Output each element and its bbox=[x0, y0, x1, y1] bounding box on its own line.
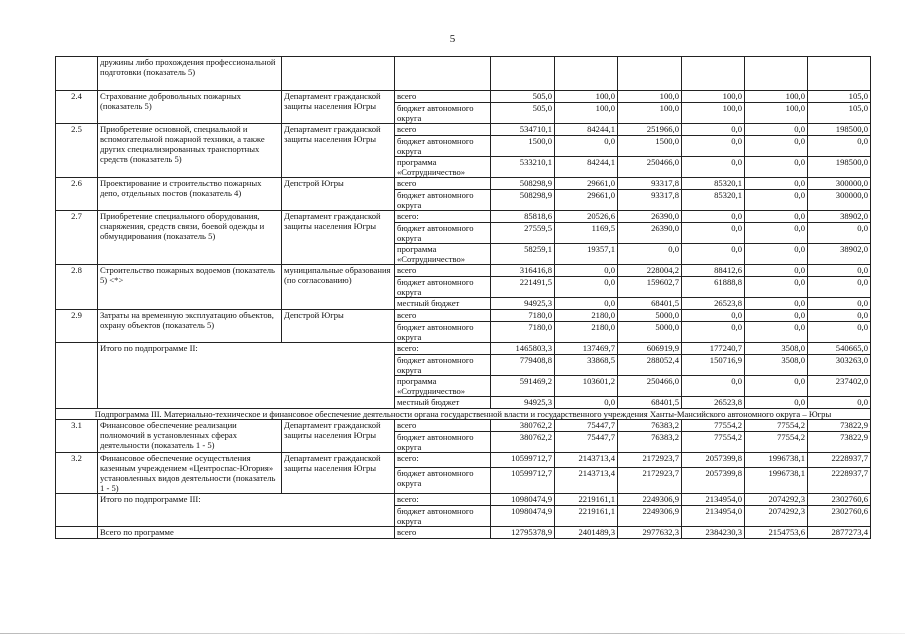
subprogram-row bbox=[56, 409, 871, 420]
source-cell: всего bbox=[395, 124, 491, 136]
row-name: Приобретение специального оборудования, снаряжения, средств связи, боевой одежды и обмундирования (показатель 5) bbox=[98, 211, 282, 265]
value-cell: 68401,5 bbox=[618, 397, 682, 409]
scan-edge-line bbox=[0, 633, 905, 634]
value-cell: 0,0 bbox=[808, 322, 871, 343]
value-cell: 68401,5 bbox=[618, 298, 682, 310]
row-number: 2.8 bbox=[56, 265, 98, 310]
value-cell: 38902,0 bbox=[808, 211, 871, 223]
value-cell: 0,0 bbox=[745, 322, 808, 343]
table-row bbox=[56, 453, 871, 468]
table-row bbox=[56, 494, 871, 506]
value-cell: 505,0 bbox=[491, 91, 555, 103]
value-cell: 2143713,4 bbox=[555, 467, 618, 493]
source-cell: местный бюджет bbox=[395, 397, 491, 409]
value-cell: 0,0 bbox=[555, 298, 618, 310]
row-name: Страхование добровольных пожарных (показатель 5) bbox=[98, 91, 282, 124]
table-row bbox=[56, 343, 871, 355]
value-cell: 0,0 bbox=[808, 277, 871, 298]
value-cell: 0,0 bbox=[745, 178, 808, 190]
row-executor: Департамент гражданской защиты населения Югры bbox=[282, 124, 395, 178]
value-cell: 100,0 bbox=[618, 103, 682, 124]
value-cell: 1996738,1 bbox=[745, 467, 808, 493]
value-cell: 85818,6 bbox=[491, 211, 555, 223]
value-cell: 0,0 bbox=[682, 244, 745, 265]
value-cell: 251966,0 bbox=[618, 124, 682, 136]
row-number: 3.1 bbox=[56, 420, 98, 453]
value-cell: 2134954,0 bbox=[682, 494, 745, 506]
source-cell: всего bbox=[395, 265, 491, 277]
value-cell: 100,0 bbox=[745, 91, 808, 103]
value-cell: 20526,6 bbox=[555, 211, 618, 223]
value-cell: 7180,0 bbox=[491, 322, 555, 343]
value-cell: 26523,8 bbox=[682, 397, 745, 409]
source-cell: всего bbox=[395, 310, 491, 322]
value-cell: 0,0 bbox=[745, 244, 808, 265]
value-cell: 505,0 bbox=[491, 103, 555, 124]
value-cell: 2180,0 bbox=[555, 322, 618, 343]
value-cell: 93317,8 bbox=[618, 190, 682, 211]
value-cell: 0,0 bbox=[745, 136, 808, 157]
row-name: Всего по программе bbox=[98, 527, 395, 539]
page-number: 5 bbox=[449, 33, 456, 45]
value-cell: 100,0 bbox=[618, 91, 682, 103]
subprogram-title: Подпрограмма III. Материально-техническое и финансовое обеспечение деятельности органа государственной власти и государственного учреждения Ханты-Мансийского автономного округа – Югры bbox=[56, 409, 871, 420]
value-cell: 76383,2 bbox=[618, 432, 682, 453]
row-name: Итого по подпрограмме III: bbox=[98, 494, 395, 527]
value-cell: 100,0 bbox=[555, 91, 618, 103]
value-cell: 26390,0 bbox=[618, 223, 682, 244]
value-cell: 2228937,7 bbox=[808, 467, 871, 493]
source-cell: местный бюджет bbox=[395, 298, 491, 310]
value-cell: 100,0 bbox=[682, 91, 745, 103]
value-cell: 93317,8 bbox=[618, 178, 682, 190]
value-cell: 1465803,3 bbox=[491, 343, 555, 355]
value-cell: 0,0 bbox=[618, 244, 682, 265]
row-number: 2.6 bbox=[56, 178, 98, 211]
empty-cell bbox=[682, 57, 745, 91]
value-cell: 0,0 bbox=[682, 136, 745, 157]
value-cell: 591469,2 bbox=[491, 376, 555, 397]
empty-cell bbox=[555, 57, 618, 91]
value-cell: 0,0 bbox=[682, 310, 745, 322]
table-body bbox=[56, 57, 871, 539]
value-cell: 2384230,3 bbox=[682, 527, 745, 539]
value-cell: 5000,0 bbox=[618, 310, 682, 322]
value-cell: 2249306,9 bbox=[618, 506, 682, 527]
value-cell: 2302760,6 bbox=[808, 506, 871, 527]
value-cell: 84244,1 bbox=[555, 157, 618, 178]
value-cell: 105,0 bbox=[808, 91, 871, 103]
value-cell: 2074292,3 bbox=[745, 494, 808, 506]
empty-cell bbox=[491, 57, 555, 91]
table-row bbox=[56, 420, 871, 432]
value-cell: 300000,0 bbox=[808, 190, 871, 211]
value-cell: 3508,0 bbox=[745, 355, 808, 376]
value-cell: 77554,2 bbox=[682, 432, 745, 453]
value-cell: 2057399,8 bbox=[682, 453, 745, 468]
value-cell: 1500,0 bbox=[491, 136, 555, 157]
value-cell: 75447,7 bbox=[555, 432, 618, 453]
row-executor: Депстрой Югры bbox=[282, 178, 395, 211]
value-cell: 2401489,3 bbox=[555, 527, 618, 539]
value-cell: 2154753,6 bbox=[745, 527, 808, 539]
value-cell: 606919,9 bbox=[618, 343, 682, 355]
value-cell: 73822,9 bbox=[808, 420, 871, 432]
value-cell: 94925,3 bbox=[491, 298, 555, 310]
row-name: Итого по подпрограмме II: bbox=[98, 343, 395, 409]
value-cell: 508298,9 bbox=[491, 190, 555, 211]
row-number bbox=[56, 343, 98, 409]
value-cell: 250466,0 bbox=[618, 157, 682, 178]
value-cell: 159602,7 bbox=[618, 277, 682, 298]
source-cell: бюджет автономного округа bbox=[395, 467, 491, 493]
table-row bbox=[56, 527, 871, 539]
value-cell: 27559,5 bbox=[491, 223, 555, 244]
table-row bbox=[56, 178, 871, 190]
budget-table bbox=[55, 56, 871, 539]
source-cell: бюджет автономного округа bbox=[395, 432, 491, 453]
source-cell: всего: bbox=[395, 494, 491, 506]
value-cell: 0,0 bbox=[745, 124, 808, 136]
value-cell: 0,0 bbox=[745, 397, 808, 409]
row-executor: Департамент гражданской защиты населения Югры bbox=[282, 453, 395, 494]
source-cell: бюджет автономного округа bbox=[395, 136, 491, 157]
row-number: 2.9 bbox=[56, 310, 98, 343]
source-cell: бюджет автономного округа bbox=[395, 277, 491, 298]
value-cell: 2180,0 bbox=[555, 310, 618, 322]
value-cell: 540665,0 bbox=[808, 343, 871, 355]
value-cell: 198500,0 bbox=[808, 124, 871, 136]
value-cell: 0,0 bbox=[808, 397, 871, 409]
value-cell: 533210,1 bbox=[491, 157, 555, 178]
empty-cell bbox=[745, 57, 808, 91]
table-row bbox=[56, 265, 871, 277]
value-cell: 534710,1 bbox=[491, 124, 555, 136]
value-cell: 77554,2 bbox=[745, 420, 808, 432]
value-cell: 0,0 bbox=[745, 265, 808, 277]
value-cell: 0,0 bbox=[682, 322, 745, 343]
source-cell: бюджет автономного округа bbox=[395, 322, 491, 343]
table-row bbox=[56, 124, 871, 136]
value-cell: 2219161,1 bbox=[555, 494, 618, 506]
value-cell: 61888,8 bbox=[682, 277, 745, 298]
value-cell: 380762,2 bbox=[491, 420, 555, 432]
value-cell: 2219161,1 bbox=[555, 506, 618, 527]
value-cell: 7180,0 bbox=[491, 310, 555, 322]
value-cell: 0,0 bbox=[682, 376, 745, 397]
value-cell: 0,0 bbox=[808, 265, 871, 277]
value-cell: 198500,0 bbox=[808, 157, 871, 178]
value-cell: 10980474,9 bbox=[491, 506, 555, 527]
value-cell: 12795378,9 bbox=[491, 527, 555, 539]
value-cell: 33868,5 bbox=[555, 355, 618, 376]
source-cell: бюджет автономного округа bbox=[395, 355, 491, 376]
value-cell: 2228937,7 bbox=[808, 453, 871, 468]
value-cell: 0,0 bbox=[745, 376, 808, 397]
value-cell: 0,0 bbox=[745, 211, 808, 223]
value-cell: 0,0 bbox=[555, 136, 618, 157]
source-cell: бюджет автономного округа bbox=[395, 223, 491, 244]
value-cell: 1169,5 bbox=[555, 223, 618, 244]
empty-cell bbox=[808, 57, 871, 91]
source-cell: всего bbox=[395, 420, 491, 432]
value-cell: 2877273,4 bbox=[808, 527, 871, 539]
value-cell: 19357,1 bbox=[555, 244, 618, 265]
value-cell: 73822,9 bbox=[808, 432, 871, 453]
value-cell: 100,0 bbox=[745, 103, 808, 124]
value-cell: 26523,8 bbox=[682, 298, 745, 310]
value-cell: 26390,0 bbox=[618, 211, 682, 223]
source-cell: программа «Сотрудничество» bbox=[395, 157, 491, 178]
value-cell: 2074292,3 bbox=[745, 506, 808, 527]
value-cell: 0,0 bbox=[682, 223, 745, 244]
value-cell: 3508,0 bbox=[745, 343, 808, 355]
value-cell: 300000,0 bbox=[808, 178, 871, 190]
row-executor: муниципальные образования (по согласованию) bbox=[282, 265, 395, 310]
value-cell: 0,0 bbox=[555, 277, 618, 298]
value-cell: 2172923,7 bbox=[618, 453, 682, 468]
row-name: дружины либо прохождения профессиональной подготовки (показатель 5) bbox=[98, 57, 282, 91]
value-cell: 150716,9 bbox=[682, 355, 745, 376]
value-cell: 85320,1 bbox=[682, 178, 745, 190]
value-cell: 0,0 bbox=[808, 298, 871, 310]
row-number: 3.2 bbox=[56, 453, 98, 494]
value-cell: 1996738,1 bbox=[745, 453, 808, 468]
value-cell: 0,0 bbox=[682, 157, 745, 178]
row-executor: Департамент гражданской защиты населения Югры bbox=[282, 420, 395, 453]
source-cell: всего: bbox=[395, 343, 491, 355]
value-cell: 77554,2 bbox=[682, 420, 745, 432]
value-cell: 221491,5 bbox=[491, 277, 555, 298]
table-row bbox=[56, 211, 871, 223]
empty-cell bbox=[395, 57, 491, 91]
value-cell: 29661,0 bbox=[555, 190, 618, 211]
value-cell: 0,0 bbox=[682, 124, 745, 136]
value-cell: 0,0 bbox=[808, 310, 871, 322]
value-cell: 0,0 bbox=[745, 190, 808, 211]
row-number: 2.7 bbox=[56, 211, 98, 265]
value-cell: 84244,1 bbox=[555, 124, 618, 136]
value-cell: 29661,0 bbox=[555, 178, 618, 190]
value-cell: 5000,0 bbox=[618, 322, 682, 343]
value-cell: 0,0 bbox=[745, 310, 808, 322]
row-number bbox=[56, 494, 98, 527]
value-cell: 177240,7 bbox=[682, 343, 745, 355]
value-cell: 2143713,4 bbox=[555, 453, 618, 468]
value-cell: 10599712,7 bbox=[491, 467, 555, 493]
value-cell: 103601,2 bbox=[555, 376, 618, 397]
source-cell: бюджет автономного округа bbox=[395, 506, 491, 527]
row-executor: Департамент гражданской защиты населения Югры bbox=[282, 211, 395, 265]
value-cell: 0,0 bbox=[555, 397, 618, 409]
value-cell: 228004,2 bbox=[618, 265, 682, 277]
value-cell: 100,0 bbox=[555, 103, 618, 124]
value-cell: 2977632,3 bbox=[618, 527, 682, 539]
value-cell: 75447,7 bbox=[555, 420, 618, 432]
source-cell: всего bbox=[395, 178, 491, 190]
value-cell: 0,0 bbox=[745, 157, 808, 178]
value-cell: 2249306,9 bbox=[618, 494, 682, 506]
value-cell: 85320,1 bbox=[682, 190, 745, 211]
value-cell: 0,0 bbox=[808, 136, 871, 157]
table-row bbox=[56, 91, 871, 103]
row-number: 2.5 bbox=[56, 124, 98, 178]
source-cell: всего bbox=[395, 91, 491, 103]
value-cell: 779408,8 bbox=[491, 355, 555, 376]
value-cell: 76383,2 bbox=[618, 420, 682, 432]
table-row bbox=[56, 310, 871, 322]
row-number bbox=[56, 57, 98, 91]
row-executor: Департамент гражданской защиты населения Югры bbox=[282, 91, 395, 124]
value-cell: 10599712,7 bbox=[491, 453, 555, 468]
value-cell: 58259,1 bbox=[491, 244, 555, 265]
value-cell: 38902,0 bbox=[808, 244, 871, 265]
value-cell: 2172923,7 bbox=[618, 467, 682, 493]
value-cell: 0,0 bbox=[745, 298, 808, 310]
value-cell: 77554,2 bbox=[745, 432, 808, 453]
table-row bbox=[56, 57, 871, 91]
value-cell: 105,0 bbox=[808, 103, 871, 124]
row-executor bbox=[282, 57, 395, 91]
value-cell: 380762,2 bbox=[491, 432, 555, 453]
row-number: 2.4 bbox=[56, 91, 98, 124]
value-cell: 2057399,8 bbox=[682, 467, 745, 493]
value-cell: 94925,3 bbox=[491, 397, 555, 409]
value-cell: 303263,0 bbox=[808, 355, 871, 376]
empty-cell bbox=[618, 57, 682, 91]
source-cell: бюджет автономного округа bbox=[395, 190, 491, 211]
value-cell: 250466,0 bbox=[618, 376, 682, 397]
source-cell: всего bbox=[395, 527, 491, 539]
row-name: Финансовое обеспечение реализации полномочий в установленных сферах деятельности (показатель 1 - 5) bbox=[98, 420, 282, 453]
row-name: Строительство пожарных водоемов (показатель 5) <*> bbox=[98, 265, 282, 310]
value-cell: 237402,0 bbox=[808, 376, 871, 397]
row-name: Затраты на временную эксплуатацию объектов, охрану объектов (показатель 5) bbox=[98, 310, 282, 343]
value-cell: 1500,0 bbox=[618, 136, 682, 157]
source-cell: всего: bbox=[395, 211, 491, 223]
value-cell: 88412,6 bbox=[682, 265, 745, 277]
source-cell: программа «Сотрудничество» bbox=[395, 244, 491, 265]
value-cell: 2302760,6 bbox=[808, 494, 871, 506]
source-cell: бюджет автономного округа bbox=[395, 103, 491, 124]
value-cell: 0,0 bbox=[745, 277, 808, 298]
row-executor: Депстрой Югры bbox=[282, 310, 395, 343]
value-cell: 0,0 bbox=[555, 265, 618, 277]
row-number bbox=[56, 527, 98, 539]
row-name: Проектирование и строительство пожарных депо, отдельных постов (показатель 4) bbox=[98, 178, 282, 211]
value-cell: 10980474,9 bbox=[491, 494, 555, 506]
value-cell: 508298,9 bbox=[491, 178, 555, 190]
value-cell: 0,0 bbox=[808, 223, 871, 244]
value-cell: 288052,4 bbox=[618, 355, 682, 376]
source-cell: программа «Сотрудничество» bbox=[395, 376, 491, 397]
source-cell: всего: bbox=[395, 453, 491, 468]
value-cell: 316416,8 bbox=[491, 265, 555, 277]
row-name: Финансовое обеспечение осуществления казенным учреждением «Центроспас-Югория» установленных видов деятельности (показатель 1 - 5) bbox=[98, 453, 282, 494]
row-name: Приобретение основной, специальной и вспомогательной пожарной техники, а также других специализированных транспортных средств (показатель 5) bbox=[98, 124, 282, 178]
value-cell: 0,0 bbox=[682, 211, 745, 223]
value-cell: 0,0 bbox=[745, 223, 808, 244]
value-cell: 2134954,0 bbox=[682, 506, 745, 527]
value-cell: 137469,7 bbox=[555, 343, 618, 355]
value-cell: 100,0 bbox=[682, 103, 745, 124]
